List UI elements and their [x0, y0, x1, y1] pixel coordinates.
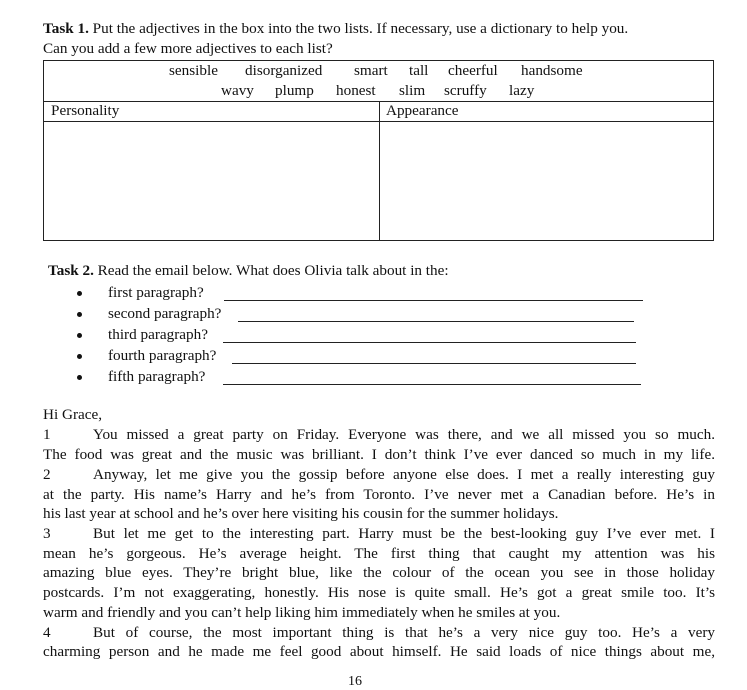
task1-instruction-text: Put the adjectives in the box into the two lists. If necessary, use a dictionary to help you. — [92, 20, 629, 37]
answer-blank[interactable] — [224, 300, 643, 301]
adjective-word: plump — [275, 82, 314, 99]
answer-blank[interactable] — [238, 321, 634, 322]
adjective-word: cheerful — [448, 62, 498, 79]
adjective-word: smart — [354, 62, 388, 79]
email-greeting: Hi Grace, — [43, 406, 103, 423]
adjective-word: slim — [399, 82, 426, 99]
question-label: second paragraph? — [108, 305, 222, 322]
answer-blank[interactable] — [232, 363, 636, 364]
task2-instruction — [48, 262, 449, 280]
email-line: But of course, the most important thing is that he’s a very nice guy too. He’s a very — [93, 624, 715, 641]
bullet-icon — [77, 312, 82, 317]
adjective-word: tall — [409, 62, 429, 79]
task1-label: Task 1. — [43, 20, 89, 37]
bullet-icon — [77, 291, 82, 296]
email-line: charming person and he made me feel good about himself. He said loads of nice things about me, — [43, 643, 715, 660]
question-label: third paragraph? — [108, 326, 208, 343]
task1-instruction-line2: Can you add a few more adjectives to each list? — [43, 40, 333, 57]
task1-instruction-line1 — [43, 20, 628, 38]
email-line: amazing blue eyes. They’re bright blue, like the colour of the ocean you see in those holiday — [43, 564, 715, 581]
bullet-icon — [77, 333, 82, 338]
paragraph-number: 2 — [43, 466, 51, 483]
email-line: The food was great and the music was brilliant. I don’t think I’ve ever danced so much in my life. — [43, 446, 715, 463]
paragraph-number: 1 — [43, 426, 51, 443]
email-line: his last year at school and he’s over here visiting his cousin for the summer holidays. — [43, 505, 559, 522]
paragraph-number: 4 — [43, 624, 51, 641]
adjective-word: scruffy — [444, 82, 487, 99]
column-divider — [379, 101, 380, 240]
bullet-icon — [77, 354, 82, 359]
adjective-word: sensible — [169, 62, 218, 79]
email-line: But let me get to the interesting part. Harry must be the best-looking guy I’ve ever met. I — [93, 525, 715, 542]
task2-instruction-text: Read the email below. What does Olivia talk about in the: — [97, 262, 449, 279]
adjective-word: disorganized — [245, 62, 323, 79]
adjective-word: wavy — [221, 82, 254, 99]
paragraph-number: 3 — [43, 525, 51, 542]
adjective-word: lazy — [509, 82, 535, 99]
question-label: fifth paragraph? — [108, 368, 206, 385]
adjectives-box — [43, 60, 714, 241]
email-line: at the party. His name’s Harry and he’s from Toronto. I’ve never met a Canadian before. He’s in — [43, 486, 715, 503]
adjective-word: handsome — [521, 62, 583, 79]
email-line: Anyway, let me give you the gossip before anyone else does. I met a really interesting guy — [93, 466, 715, 483]
question-label: first paragraph? — [108, 284, 204, 301]
task2-label: Task 2. — [48, 262, 94, 279]
page-number: 16 — [348, 674, 362, 689]
column-header-appearance: Appearance — [386, 102, 459, 119]
question-label: fourth paragraph? — [108, 347, 217, 364]
answer-blank[interactable] — [223, 342, 636, 343]
adjective-word: honest — [336, 82, 376, 99]
column-header-personality: Personality — [51, 102, 120, 119]
email-line: You missed a great party on Friday. Everyone was there, and we all missed you so much. — [93, 426, 715, 443]
email-line: mean he’s gorgeous. He’s average height. The first thing that caught my attention was his — [43, 545, 715, 562]
email-line: warm and friendly and you can’t help liking him immediately when he smiles at you. — [43, 604, 561, 621]
bullet-icon — [77, 375, 82, 380]
email-line: postcards. I’m not exaggerating, honestly. His nose is quite small. He’s got a great smile too. It’s — [43, 584, 715, 601]
answer-blank[interactable] — [223, 384, 641, 385]
